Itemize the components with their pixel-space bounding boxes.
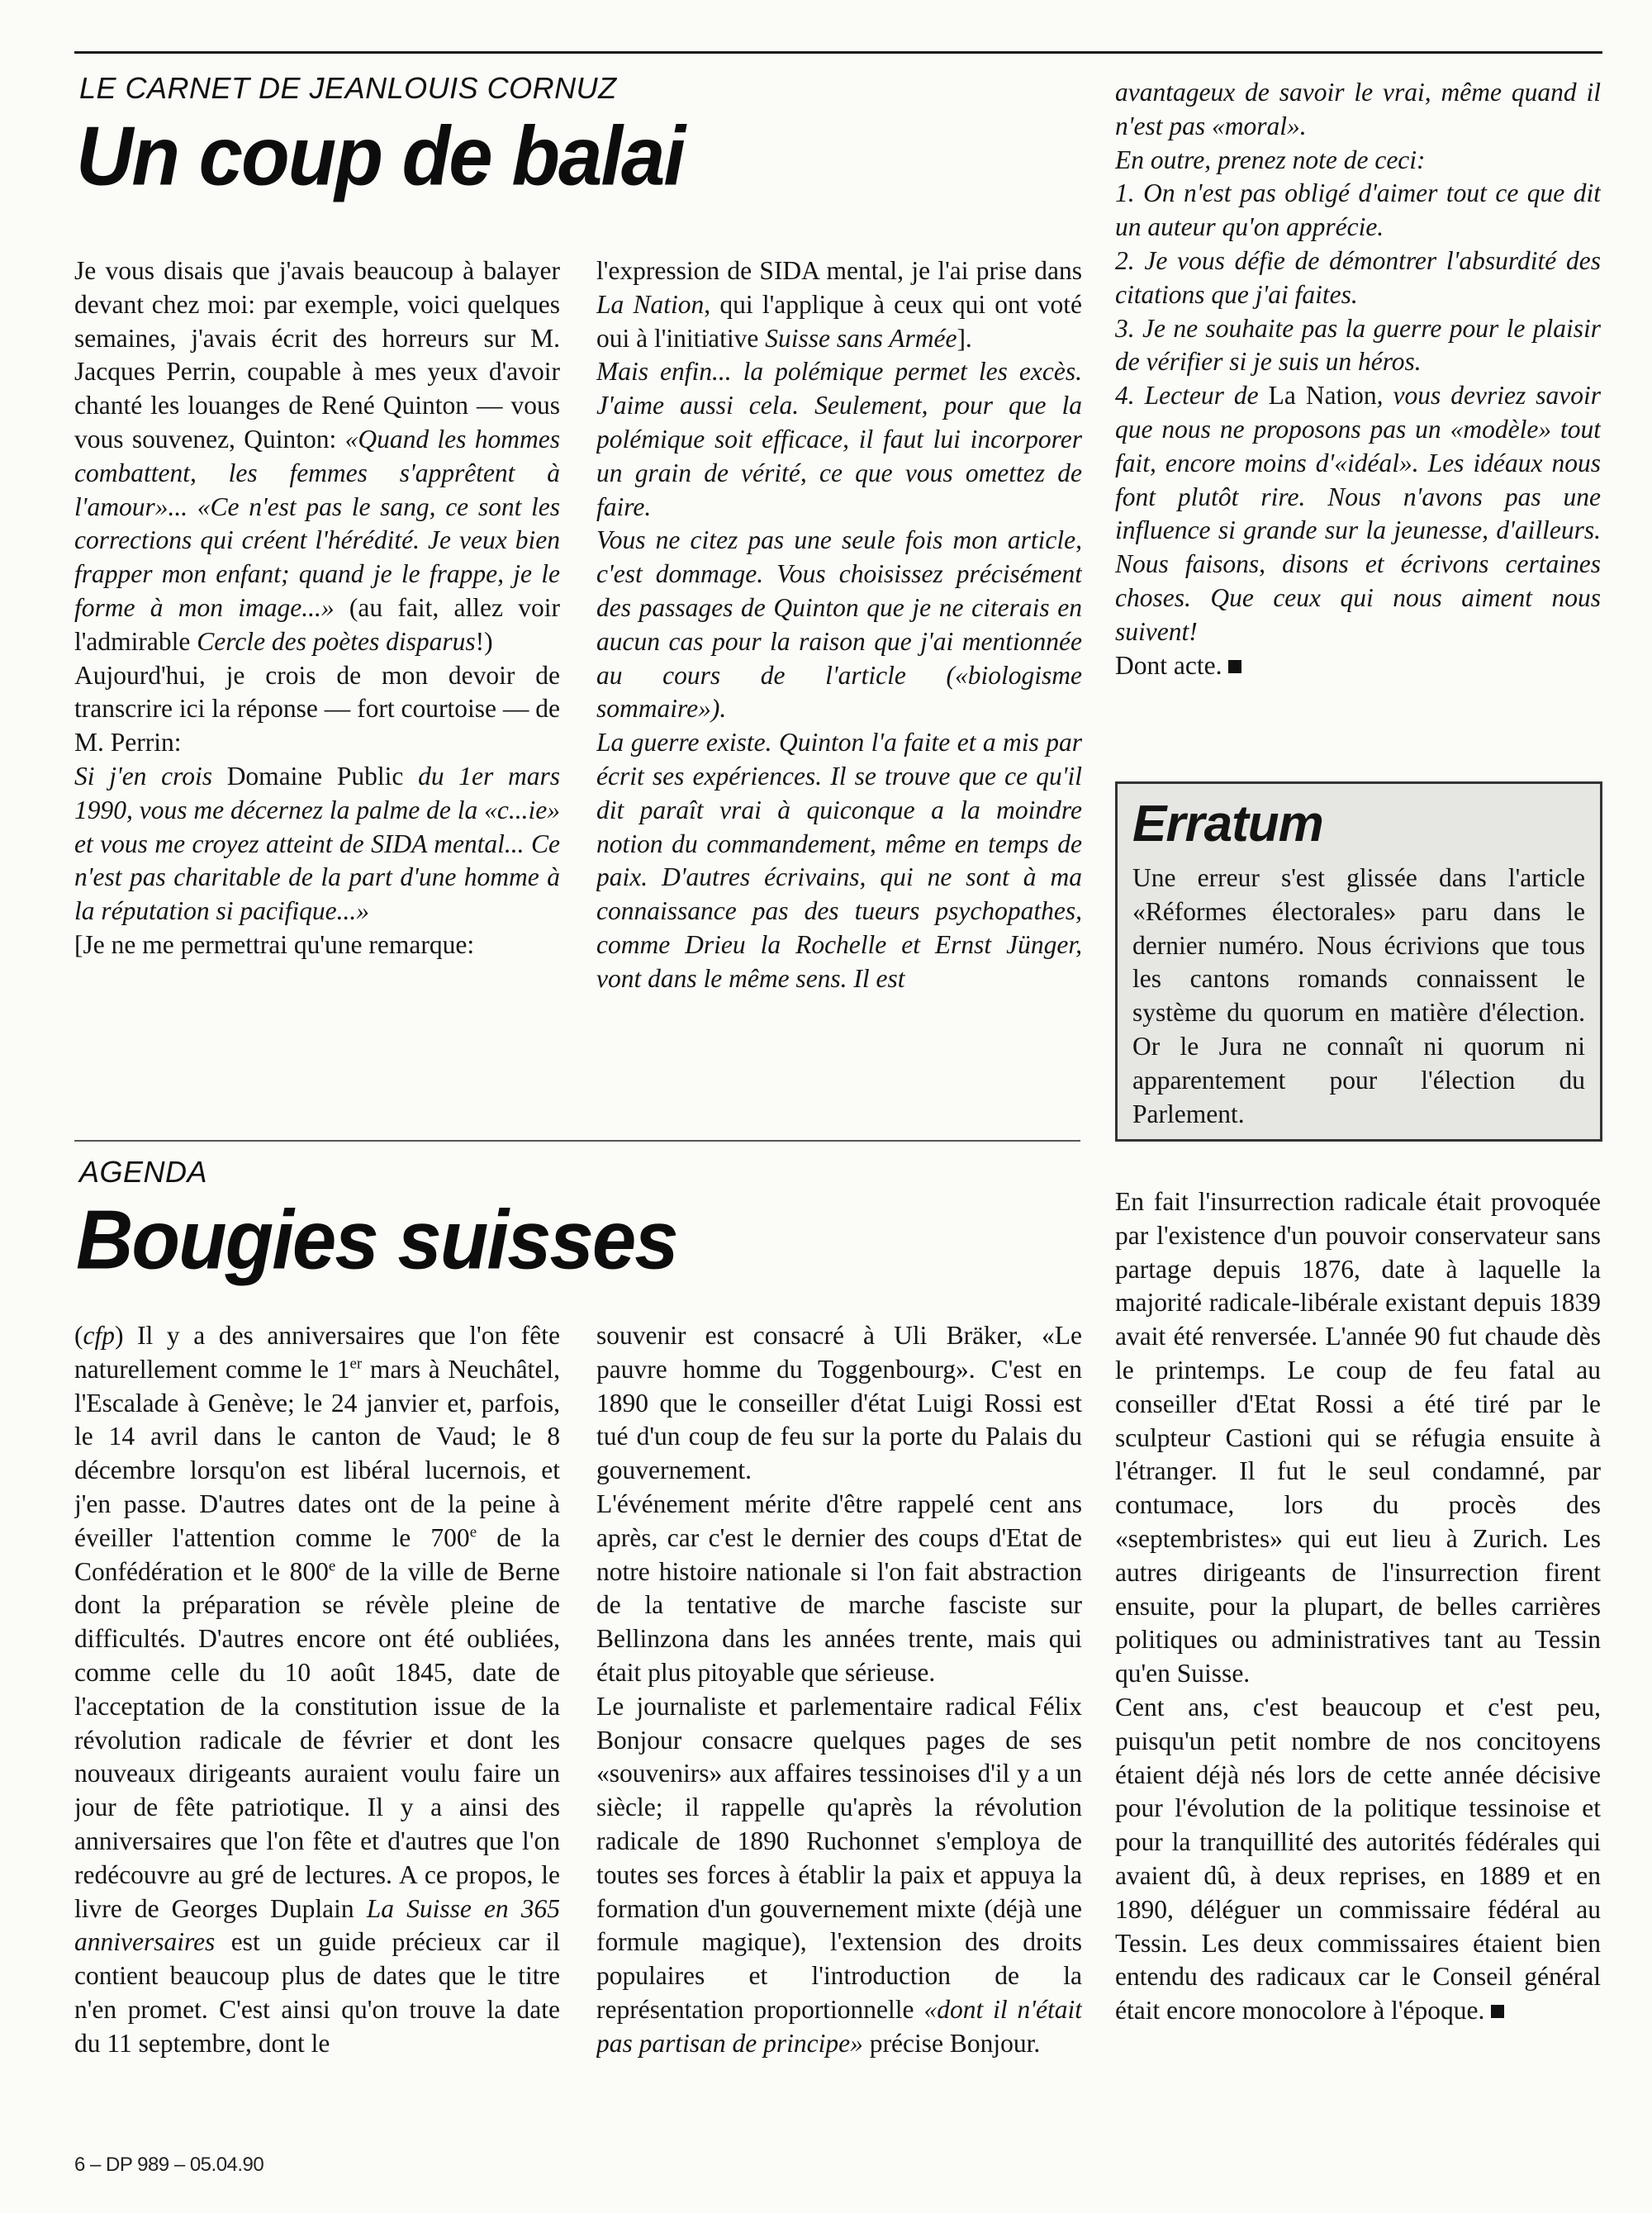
text-run: La Nation: [596, 289, 705, 319]
carnet-para-6: Mais enfin... la polémique permet les excès. J'aime aussi cela. Seulement, pour que la polémique soit efficace, il faut lui incorporer un grain de vérité, ce que vous omettez de faire.: [596, 357, 1082, 521]
carnet-column-1: [74, 254, 560, 1064]
text-run: !): [475, 626, 493, 656]
text-run: «Quand les hommes combattent, les femmes s'apprêtent à l'amour»... «Ce n'est pas le sang, ce sont les corrections qui créent l'hérédité. Je veux bien frapper mon enfant; quand je le frappe, je le forme à mon image...»: [74, 424, 560, 622]
text-run: 4. Lecteur de: [1115, 381, 1269, 411]
agenda-para-6-text: Cent ans, c'est beaucoup et c'est peu, puisqu'un petit nombre de nos concitoyens étaient déjà nés lors de cette année décisive pour l'évolution de la politique tessinoise et pour la tranquillité des autorités fédérales qui avaient dû, à deux reprises, en 1889 et en 1890, déléguer un commissaire fédéral au Tessin. Les deux commissaires étaient bien entendu des radicaux car le Conseil général était encore monocolore à l'époque.: [1115, 1692, 1601, 2025]
carnet-para-14: [1115, 379, 1601, 648]
text-run: (au fait, allez voir l'admirable: [74, 592, 560, 656]
text-run: La Suisse en 365 anniversaires: [74, 1893, 560, 1957]
text-run: Je vous disais que j'avais beaucoup à balayer devant chez moi: par exemple, voici quelques semaines, j'avais écrit des horreurs sur M. Jacques Perrin, coupable à mes yeux d'avoir chanté les louanges de René Quinton — vous vous souvenez, Quinton:: [74, 256, 560, 454]
text-run: , qui l'applique à ceux qui ont voté oui à l'initiative: [596, 289, 1082, 353]
end-mark-icon: [1491, 2005, 1504, 2018]
carnet-para-4: [Je ne me permettrai qu'une remarque:: [74, 929, 475, 959]
erratum-text: Une erreur s'est glissée dans l'article «Réformes électorales» paru dans le dernier numéro. Nous écrivions que tous les cantons romands connaissent le système du quorum en matière d'élection. Or le Jura ne connaît ni quorum ni apparentement pour l'élection du Parlement.: [1132, 863, 1585, 1128]
text-run: e: [469, 1523, 477, 1541]
top-rule: [74, 51, 1602, 54]
text-run: e: [328, 1557, 336, 1575]
carnet-column-2: [596, 254, 1082, 1064]
end-mark-icon: [1228, 660, 1241, 673]
text-run: est un guide précieux car il contient beaucoup plus de dates que le titre n'en promet. C'est ainsi qu'on trouve la date du 11 septembre, dont le: [74, 1927, 560, 2058]
text-run: l'expression de SIDA mental, je l'ai prise dans: [596, 256, 1082, 285]
agenda-para-5: En fait l'insurrection radicale était provoquée par l'existence d'un pouvoir conservateur sans partage depuis 1876, date à laquelle la majorité radicale-libérale existant depuis 1839 avait été renversée. L'année 90 fut chaude dès le printemps. Le coup de feu fatal au conseiller d'Etat Rossi a été tiré par le sculpteur Castioni qui se réfugia ensuite à l'étranger. Il fut le seul condamné, par contumace, lors du procès des «septembristes» qui eut lieu à Zurich. Les autres dirigeants de l'insurrection firent ensuite, pour la plupart, de belles carrières politiques ou administratives tant au Tessin qu'en Suisse.: [1115, 1187, 1601, 1688]
page-footer: 6 – DP 989 – 05.04.90: [74, 2154, 264, 2176]
text-run: ].: [957, 323, 972, 353]
text-run: La Nation: [1268, 381, 1377, 411]
agenda-column-2: [596, 1319, 1082, 2129]
text-run: de la Confédération et le 800: [74, 1522, 560, 1586]
carnet-end-text: Dont acte.: [1115, 650, 1222, 680]
text-run: ) Il y a des anniversaires que l'on fête naturellement comme le 1: [74, 1321, 560, 1384]
agenda-para-2: souvenir est consacré à Uli Bräker, «Le pauvre homme du Toggenbourg». C'est en 1890 que le conseiller d'état Luigi Rossi est tué d'un coup de feu sur la porte du Palais du gouvernement.: [596, 1321, 1082, 1485]
carnet-para-11: 1. On n'est pas obligé d'aimer tout ce que dit un auteur qu'on apprécie.: [1115, 178, 1601, 242]
carnet-para-10: En outre, prenez note de ceci:: [1115, 145, 1426, 174]
carnet-para-2: Aujourd'hui, je crois de mon devoir de transcrire ici la réponse — fort courtoise — de M. Perrin:: [74, 660, 560, 757]
agenda-para-1: [74, 1319, 560, 2061]
carnet-para-1: [74, 254, 560, 659]
text-run: , vous devriez savoir que nous ne proposons pas un «modèle» tout fait, encore moins d'«idéal». Les idéaux nous font plutôt rire. Nous n'avons pas une influence si grande sur la jeunesse, d'ailleurs. Nous faisons, disons et écrivons certaines choses. Que ceux qui nous aiment nous suivent!: [1115, 381, 1601, 646]
carnet-para-8: La guerre existe. Quinton l'a faite et a mis par écrit ses expériences. Il se trouve que ce qu'il dit paraît vrai à quiconque a la moindre notion du commandement, même en temps de paix. D'autres écrivains, qui ne sont à ma connaissance pas des tueurs psychopathes, comme Drieu la Rochelle et Ernst Jünger, vont dans le même sens. Il est: [596, 728, 1082, 993]
text-run: er: [349, 1355, 363, 1373]
carnet-para-13: 3. Je ne souhaite pas la guerre pour le plaisir de vérifier si je suis un héros.: [1115, 313, 1601, 377]
text-run: Suisse sans Armée: [765, 323, 957, 353]
carnet-kicker: LE CARNET DE JEANLOUIS CORNUZ: [79, 71, 617, 105]
erratum-title: Erratum: [1132, 795, 1323, 852]
text-run: Cercle des poètes disparus: [197, 626, 476, 656]
agenda-para-4: [596, 1690, 1082, 2061]
text-run: cfp: [83, 1321, 115, 1350]
agenda-title: Bougies suisses: [76, 1194, 677, 1287]
carnet-para-7: Vous ne citez pas une seule fois mon article, c'est dommage. Vous choisissez précisément des passages de Quinton que je ne citerais en aucun cas pour la raison que j'ai mentionnée au cours de l'article («biologisme sommaire»).: [596, 525, 1082, 724]
agenda-rule: [74, 1140, 1080, 1142]
text-run: (: [74, 1321, 83, 1350]
text-run: «dont il n'était pas partisan de principe»: [596, 1994, 1082, 2058]
text-run: mars à Neuchâtel, l'Escalade à Genève; le 24 janvier et, parfois, le 14 avril dans le canton de Vaud; le 8 décembre lorsqu'on est libéral lucernois, et j'en passe. D'autres dates ont de la peine à éveiller l'attention comme le 700: [74, 1354, 560, 1552]
text-run: précise Bonjour.: [862, 2028, 1041, 2058]
carnet-para-12: 2. Je vous défie de démontrer l'absurdité des citations que j'ai faites.: [1115, 245, 1601, 309]
agenda-para-3: L'événement mérite d'être rappelé cent ans après, car c'est le dernier des coups d'Etat de notre histoire nationale si l'on fait abstraction de la tentative de marche fasciste sur Bellinzona dans les années trente, mais qui était plus pitoyable que sérieuse.: [596, 1489, 1082, 1687]
carnet-column-3: [1115, 76, 1601, 737]
text-run: de la ville de Berne dont la préparation se révèle pleine de difficultés. D'autres encore ont été oubliées, comme celle du 10 août 1845, date de l'acceptation de la constitution issue de la révolution radicale de février et dont les nouveaux dirigeants auraient voulu faire un jour de fête patriotique. Il y a ainsi des anniversaires que l'on fête et d'autres que l'on redécouvre au gré de lectures. A ce propos, le livre de Georges Duplain: [74, 1556, 560, 1923]
agenda-column-1: [74, 1319, 560, 2129]
carnet-para-5: [596, 254, 1082, 355]
carnet-end: [1115, 649, 1601, 683]
text-run: Le journaliste et parlementaire radical Félix Bonjour consacre quelques pages de ses «souvenirs» aux affaires tessinoises d'il y a un siècle; il rappelle qu'après la révolution radicale de 1890 Ruchonnet s'employa de toutes ses forces à établir la paix et appuya la formation d'un gouvernement mixte (déjà une formule magique), l'extension des droits populaires et l'introduction de la représentation proportionnelle: [596, 1691, 1082, 2024]
carnet-para-3: [74, 760, 560, 928]
erratum-box: [1115, 781, 1602, 1142]
text-run: Domaine Public: [226, 761, 404, 791]
text-run: du 1er mars 1990, vous me décernez la palme de la «c...ie» et vous me croyez atteint de SIDA mental... Ce n'est pas charitable de la part d'une homme à la réputation si pacifique...»: [74, 761, 560, 926]
carnet-title: Un coup de balai: [76, 110, 685, 203]
agenda-para-6: [1115, 1691, 1601, 2028]
carnet-para-9: avantageux de savoir le vrai, même quand il n'est pas «moral».: [1115, 78, 1601, 140]
agenda-kicker: AGENDA: [79, 1155, 208, 1189]
agenda-column-3: [1115, 1185, 1601, 2127]
text-run: Si j'en crois: [74, 761, 227, 791]
